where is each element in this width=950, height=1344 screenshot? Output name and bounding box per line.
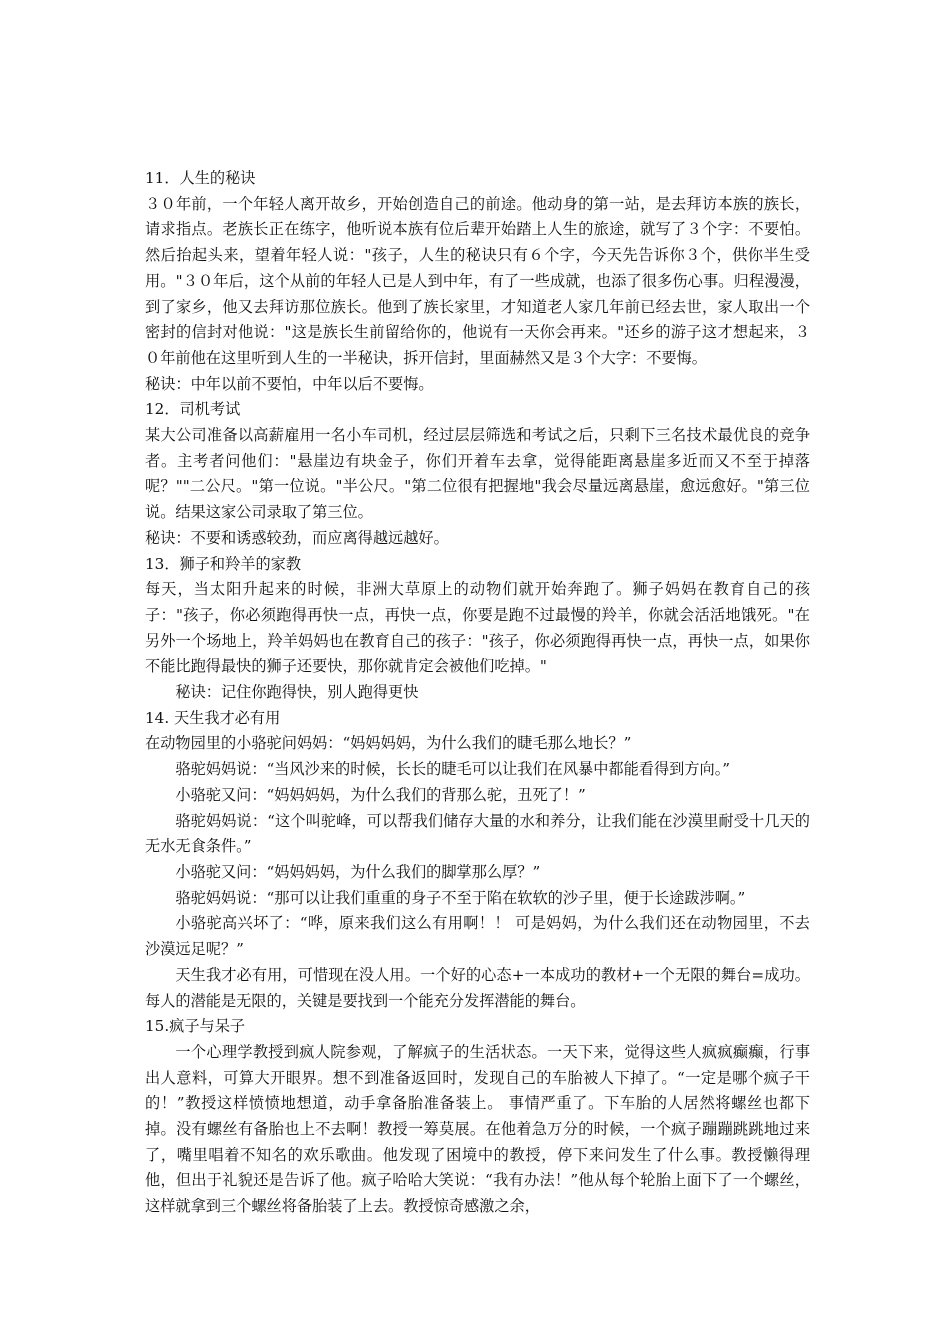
- dialog-line: 小骆驼又问：“妈妈妈妈，为什么我们的背那么驼，丑死了！”: [175, 785, 586, 804]
- section-title-15: 15.疯子与呆子: [145, 1017, 246, 1036]
- section-title-11: 11．人生的秘诀: [145, 169, 256, 187]
- document-page: [145, 166, 810, 1220]
- section-body-15: 一个心理学教授到疯人院参观，了解疯子的生活状态。一天下来，觉得这些人疯疯癫癫，行事出人意料，可算大开眼界。想不到准备返回时，发现自己的车胎被人下掉了。“一定是哪个疯子干的！”教授这样愤愤地想道，动手拿备胎准备装上。 事情严重了。下车胎的人居然将螺丝也都下掉。没有螺丝有备胎也上不去啊！教授一筹莫展。在他着急万分的时候，一个疯子蹦蹦跳跳地过来了，嘴里唱着不知名的欢乐歌曲。他发现了困境中的教授，停下来问发生了什么事。教授懒得理他，但出于礼貌还是告诉了他。疯子哈哈大笑说：“我有办法！”他从每个轮胎上面下了一个螺丝，这样就拿到三个螺丝将备胎装了上去。教授惊奇感激之余，: [145, 1042, 810, 1216]
- dialog-line: 骆驼妈妈说：“这个叫驼峰，可以帮我们储存大量的水和养分，让我们能在沙漠里耐受十几天的无水无食条件。”: [145, 811, 810, 856]
- dialog-line: 小骆驼高兴坏了：“哗，原来我们这么有用啊！！ 可是妈妈，为什么我们还在动物园里，不去沙漠远足呢？”: [145, 914, 810, 959]
- section-lead-14: 在动物园里的小骆驼问妈妈：“妈妈妈妈，为什么我们的睫毛那么地长？”: [145, 734, 632, 753]
- section-body-11: ３０年前，一个年轻人离开故乡，开始创造自己的前途。他动身的第一站，是去拜访本族的族长，请求指点。老族长正在练字，他听说本族有位后辈开始踏上人生的旅途，就写了３个字：不要怕。然后抬起头来，望着年轻人说："孩子，人生的秘诀只有６个字，今天先告诉你３个，供你半生受用。"３０年后，这个从前的年轻人已是人到中年，有了一些成就，也添了很多伤心事。归程漫漫，到了家乡，他又去拜访那位族长。他到了族长家里，才知道老人家几年前已经去世，家人取出一个密封的信封对他说："这是族长生前留给你的，他说有一天你会再来。"还乡的游子这才想起来，３０年前他在这里听到人生的一半秘诀，拆开信封，里面赫然又是３个大字：不要悔。: [145, 194, 810, 367]
- section-body-13: 每天，当太阳升起来的时候，非洲大草原上的动物们就开始奔跑了。狮子妈妈在教育自己的孩子："孩子，你必须跑得再快一点，再快一点，你要是跑不过最慢的羚羊，你就会活活地饿死。"在另外一个场地上，羚羊妈妈也在教育自己的孩子："孩子，你必须跑得再快一点，再快一点，如果你不能比跑得最快的狮子还要快，那你就肯定会被他们吃掉。": [145, 580, 810, 676]
- section-body-12: 某大公司准备以高薪雇用一名小车司机，经过层层筛选和考试之后，只剩下三名技术最优良的竞争者。主考者问他们："悬崖边有块金子，你们开着车去拿，觉得能距离悬崖多近而又不至于掉落呢？""二公尺。"第一位说。"半公尺。"第二位很有把握地"我会尽量远离悬崖，愈远愈好。"第三位说。结果这家公司录取了第三位。: [145, 426, 810, 522]
- section-title-14: 14. 天生我才必有用: [145, 708, 281, 727]
- section-title-12: 12．司机考试: [145, 400, 241, 419]
- section-secret-13: 秘诀：记住你跑得快，别人跑得更快: [175, 683, 419, 702]
- dialog-line: 骆驼妈妈说：“当风沙来的时候，长长的睫毛可以让我们在风暴中都能看得到方向。”: [175, 760, 731, 779]
- section-moral-14: 天生我才必有用，可惜现在没人用。一个好的心态+一本成功的教材+一个无限的舞台=成功。每人的潜能是无限的，关键是要找到一个能充分发挥潜能的舞台。: [145, 965, 810, 1010]
- section-title-13: 13．狮子和羚羊的家教: [145, 554, 302, 573]
- dialog-line: 小骆驼又问：“妈妈妈妈，为什么我们的脚掌那么厚？”: [175, 862, 541, 881]
- dialog-line: 骆驼妈妈说：“那可以让我们重重的身子不至于陷在软软的沙子里，便于长途跋涉啊。”: [175, 888, 746, 907]
- section-secret-11: 秘诀：中年以前不要怕，中年以后不要悔。: [145, 374, 434, 393]
- section-secret-12: 秘诀：不要和诱惑较劲，而应离得越远越好。: [145, 528, 449, 547]
